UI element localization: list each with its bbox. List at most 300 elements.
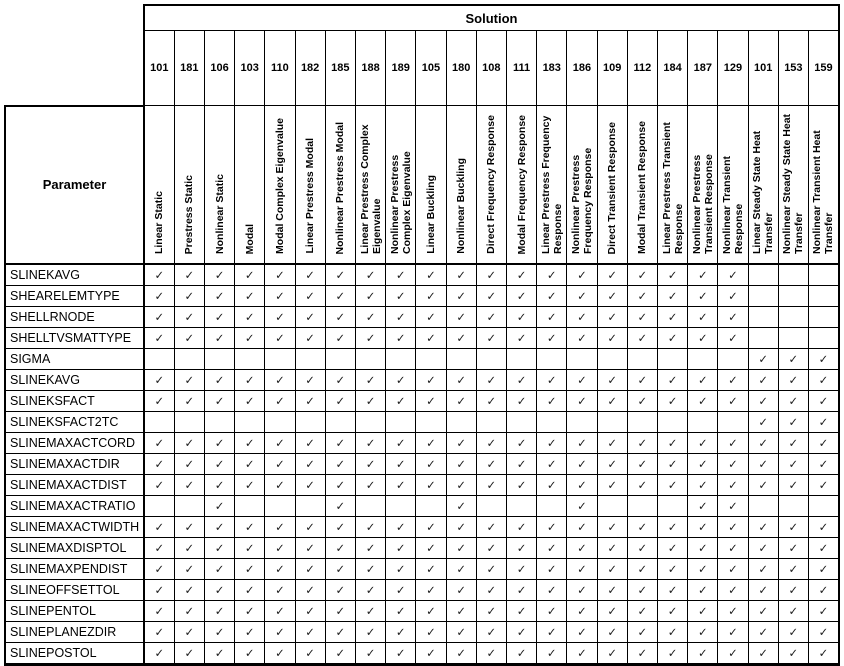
check-icon: ✓ [758,396,768,408]
check-cell [325,643,355,665]
empty-cell [506,412,536,433]
check-cell [416,559,446,580]
check-cell [416,286,446,307]
parameter-name-cell: SLINEPOSTOL [5,643,144,665]
check-icon: ✓ [244,627,255,639]
check-cell [235,643,265,665]
solution-code: 108 [476,31,506,106]
check-cell [597,643,627,665]
check-cell [688,370,718,391]
check-icon: ✓ [426,333,436,345]
check-cell [657,601,687,622]
check-cell [476,538,506,559]
check-icon: ✓ [426,480,436,492]
solution-code: 101 [748,31,778,106]
check-icon: ✓ [154,606,165,618]
solution-label-cell [446,106,476,265]
check-icon: ✓ [607,543,617,555]
check-icon: ✓ [395,648,406,660]
check-cell [235,622,265,643]
check-icon: ✓ [667,438,678,450]
solution-label-cell [567,106,597,265]
solution-label: Nonlinear Prestress Modal [334,121,347,254]
check-cell [718,538,748,559]
empty-cell [174,349,204,370]
check-icon: ✓ [456,459,466,471]
solution-label-cell [476,106,506,265]
empty-cell [446,412,476,433]
check-cell [597,370,627,391]
solution-label: Linear Static [153,190,166,254]
check-icon: ✓ [214,543,225,555]
check-cell [627,370,657,391]
check-cell [416,391,446,412]
check-icon: ✓ [426,564,436,576]
check-cell [597,391,627,412]
check-icon: ✓ [305,480,315,492]
check-icon: ✓ [365,585,376,597]
check-cell [204,622,234,643]
check-icon: ✓ [667,585,678,597]
check-icon: ✓ [516,522,527,534]
check-icon: ✓ [395,396,406,408]
check-cell [718,370,748,391]
check-cell [537,286,567,307]
check-icon: ✓ [818,606,829,618]
check-icon: ✓ [758,438,768,450]
check-cell [295,580,325,601]
check-icon: ✓ [546,585,557,597]
table-row [5,328,839,349]
table-row [5,622,839,643]
empty-cell [748,307,778,328]
check-icon: ✓ [546,312,557,324]
check-cell [325,286,355,307]
check-icon: ✓ [184,480,195,492]
check-cell [416,538,446,559]
solution-label-cell [355,106,385,265]
check-icon: ✓ [335,396,346,408]
check-icon: ✓ [758,564,768,576]
check-icon: ✓ [426,606,436,618]
check-cell [144,517,174,538]
table-row [5,454,839,475]
empty-cell [325,349,355,370]
check-cell [808,622,839,643]
check-icon: ✓ [667,648,678,660]
check-cell [416,643,446,665]
check-cell [386,580,416,601]
empty-cell [808,264,839,286]
check-icon: ✓ [335,291,346,303]
check-cell [144,538,174,559]
empty-cell [386,496,416,517]
check-cell [627,475,657,496]
check-icon: ✓ [607,480,617,492]
check-icon: ✓ [184,270,195,282]
check-icon: ✓ [335,270,346,282]
check-cell [295,475,325,496]
solution-code: 185 [325,31,355,106]
check-icon: ✓ [154,270,165,282]
check-cell [235,475,265,496]
check-icon: ✓ [577,375,587,387]
check-icon: ✓ [426,375,436,387]
check-icon: ✓ [305,375,315,387]
check-cell [235,559,265,580]
check-cell [174,307,204,328]
check-cell [416,370,446,391]
check-icon: ✓ [728,501,738,513]
check-icon: ✓ [546,480,557,492]
check-cell [386,307,416,328]
solution-code: 159 [808,31,839,106]
check-cell [386,433,416,454]
check-icon: ✓ [607,648,617,660]
check-cell [688,622,718,643]
parameter-name-cell: SLINEKAVG [5,370,144,391]
check-cell [325,622,355,643]
check-cell [144,643,174,665]
check-cell [688,328,718,349]
check-cell [144,370,174,391]
check-cell [325,496,355,517]
check-cell [537,580,567,601]
check-icon: ✓ [546,291,557,303]
check-icon: ✓ [486,333,497,345]
check-icon: ✓ [335,522,346,534]
check-icon: ✓ [577,585,587,597]
check-cell [446,286,476,307]
check-cell [295,601,325,622]
solution-label-cell [778,106,808,265]
empty-cell [355,412,385,433]
check-icon: ✓ [154,543,165,555]
solution-code: 105 [416,31,446,106]
check-icon: ✓ [275,333,285,345]
solution-label: Nonlinear Prestress Transient Response [690,154,715,254]
check-cell [718,559,748,580]
solution-title-row [5,5,839,31]
check-cell [265,454,295,475]
empty-cell [537,412,567,433]
solution-label: Linear Prestress Transient Response [660,122,685,254]
check-icon: ✓ [728,375,738,387]
check-cell [416,264,446,286]
check-cell [265,286,295,307]
solution-code: 188 [355,31,385,106]
check-cell [204,433,234,454]
check-icon: ✓ [697,480,708,492]
check-cell [386,538,416,559]
check-icon: ✓ [214,585,225,597]
check-cell [174,433,204,454]
solution-code: 106 [204,31,234,106]
check-icon: ✓ [184,459,195,471]
check-cell [265,643,295,665]
empty-cell [567,349,597,370]
check-cell [688,559,718,580]
check-icon: ✓ [244,543,255,555]
check-cell [355,264,385,286]
check-cell [174,286,204,307]
check-cell [537,264,567,286]
check-cell [718,622,748,643]
check-icon: ✓ [788,543,799,555]
check-cell [295,622,325,643]
check-cell [748,412,778,433]
check-icon: ✓ [426,312,436,324]
check-cell [778,433,808,454]
check-icon: ✓ [214,270,225,282]
check-cell [627,307,657,328]
solution-label-cell [808,106,839,265]
solution-code: 101 [144,31,174,106]
solution-code: 153 [778,31,808,106]
check-icon: ✓ [637,543,648,555]
check-icon: ✓ [275,375,285,387]
check-cell [446,391,476,412]
empty-cell [748,328,778,349]
check-cell [808,580,839,601]
check-cell [144,264,174,286]
check-cell [537,454,567,475]
check-cell [506,559,536,580]
check-cell [808,559,839,580]
check-icon: ✓ [275,585,285,597]
check-icon: ✓ [728,522,738,534]
check-cell [778,538,808,559]
check-cell [416,622,446,643]
check-icon: ✓ [365,459,376,471]
check-icon: ✓ [667,291,678,303]
check-icon: ✓ [486,627,497,639]
check-icon: ✓ [486,459,497,471]
check-cell [295,559,325,580]
empty-cell [355,349,385,370]
check-icon: ✓ [365,291,376,303]
check-cell [295,517,325,538]
check-icon: ✓ [275,459,285,471]
check-cell [204,370,234,391]
check-icon: ✓ [426,396,436,408]
check-cell [476,559,506,580]
check-cell [597,601,627,622]
check-cell [235,601,265,622]
check-icon: ✓ [335,543,346,555]
check-cell [325,475,355,496]
check-icon: ✓ [275,480,285,492]
table-row [5,538,839,559]
check-cell [295,264,325,286]
check-cell [325,433,355,454]
check-cell [144,391,174,412]
check-icon: ✓ [697,606,708,618]
check-icon: ✓ [637,606,648,618]
check-cell [506,433,536,454]
check-icon: ✓ [305,564,315,576]
check-cell [325,580,355,601]
solution-label-cell [295,106,325,265]
check-icon: ✓ [214,627,225,639]
check-cell [657,580,687,601]
check-cell [355,433,385,454]
check-cell [627,433,657,454]
check-icon: ✓ [728,396,738,408]
check-cell [567,622,597,643]
check-cell [627,391,657,412]
check-cell [235,538,265,559]
solution-code: 187 [688,31,718,106]
check-icon: ✓ [426,543,436,555]
check-cell [778,643,808,665]
check-icon: ✓ [637,396,648,408]
empty-cell [778,496,808,517]
check-icon: ✓ [335,459,346,471]
check-icon: ✓ [426,522,436,534]
empty-cell [597,412,627,433]
check-cell [446,538,476,559]
check-cell [295,370,325,391]
check-icon: ✓ [184,438,195,450]
check-cell [627,517,657,538]
check-icon: ✓ [154,438,165,450]
check-icon: ✓ [214,375,225,387]
check-icon: ✓ [456,648,466,660]
check-cell [476,328,506,349]
check-icon: ✓ [667,270,678,282]
check-cell [204,454,234,475]
empty-cell [688,349,718,370]
check-icon: ✓ [667,627,678,639]
empty-cell [295,349,325,370]
check-cell [506,517,536,538]
solution-label-cell [386,106,416,265]
check-cell [174,517,204,538]
empty-cell [808,307,839,328]
table-row [5,349,839,370]
solution-labels-row [5,106,839,265]
check-icon: ✓ [275,543,285,555]
check-icon: ✓ [244,438,255,450]
check-cell [627,454,657,475]
check-icon: ✓ [728,564,738,576]
check-cell [476,517,506,538]
check-icon: ✓ [335,480,346,492]
check-icon: ✓ [395,291,406,303]
check-cell [476,391,506,412]
check-cell [204,328,234,349]
check-icon: ✓ [788,354,799,366]
solution-label-cell [265,106,295,265]
check-cell [144,454,174,475]
solution-code: 111 [506,31,536,106]
check-icon: ✓ [426,270,436,282]
check-icon: ✓ [758,522,768,534]
check-icon: ✓ [516,627,527,639]
check-cell [295,643,325,665]
check-cell [778,517,808,538]
check-icon: ✓ [667,459,678,471]
solution-label: Direct Transient Response [606,121,619,254]
check-cell [416,454,446,475]
check-icon: ✓ [305,333,315,345]
solution-label: Modal Complex Eigenvalue [273,118,286,254]
check-cell [688,580,718,601]
check-cell [567,328,597,349]
check-cell [506,475,536,496]
empty-cell [476,412,506,433]
solution-label: Nonlinear Transient Heat Transfer [811,130,836,254]
check-cell [778,349,808,370]
check-cell [567,496,597,517]
check-cell [718,433,748,454]
check-icon: ✓ [395,375,406,387]
check-cell [688,286,718,307]
check-cell [446,580,476,601]
check-cell [416,433,446,454]
empty-cell [476,349,506,370]
check-icon: ✓ [728,585,738,597]
empty-cell [748,264,778,286]
check-icon: ✓ [365,333,376,345]
check-cell [204,391,234,412]
check-cell [174,538,204,559]
check-icon: ✓ [577,501,587,513]
check-cell [657,286,687,307]
check-cell [748,475,778,496]
solution-label: Nonlinear Steady State Heat Transfer [781,113,806,254]
check-cell [627,601,657,622]
check-cell [416,307,446,328]
check-cell [688,601,718,622]
check-cell [265,517,295,538]
check-icon: ✓ [516,270,527,282]
table-row [5,559,839,580]
check-cell [265,580,295,601]
solution-label: Modal Transient Response [636,120,649,254]
check-cell [718,286,748,307]
check-icon: ✓ [365,438,376,450]
empty-cell [778,264,808,286]
check-icon: ✓ [395,585,406,597]
check-icon: ✓ [184,333,195,345]
solution-label: Linear Steady State Heat Transfer [751,130,776,254]
check-cell [295,307,325,328]
empty-cell [506,496,536,517]
check-icon: ✓ [788,564,799,576]
empty-cell [778,328,808,349]
check-icon: ✓ [516,648,527,660]
check-icon: ✓ [697,459,708,471]
check-cell [386,328,416,349]
check-cell [567,307,597,328]
check-cell [537,370,567,391]
check-cell [808,454,839,475]
check-cell [808,349,839,370]
check-cell [567,643,597,665]
check-icon: ✓ [486,648,497,660]
empty-cell [718,349,748,370]
check-icon: ✓ [456,606,466,618]
check-cell [537,328,567,349]
check-icon: ✓ [546,627,557,639]
empty-cell [144,349,174,370]
check-cell [657,643,687,665]
check-icon: ✓ [335,627,346,639]
check-cell [174,475,204,496]
check-icon: ✓ [214,333,225,345]
